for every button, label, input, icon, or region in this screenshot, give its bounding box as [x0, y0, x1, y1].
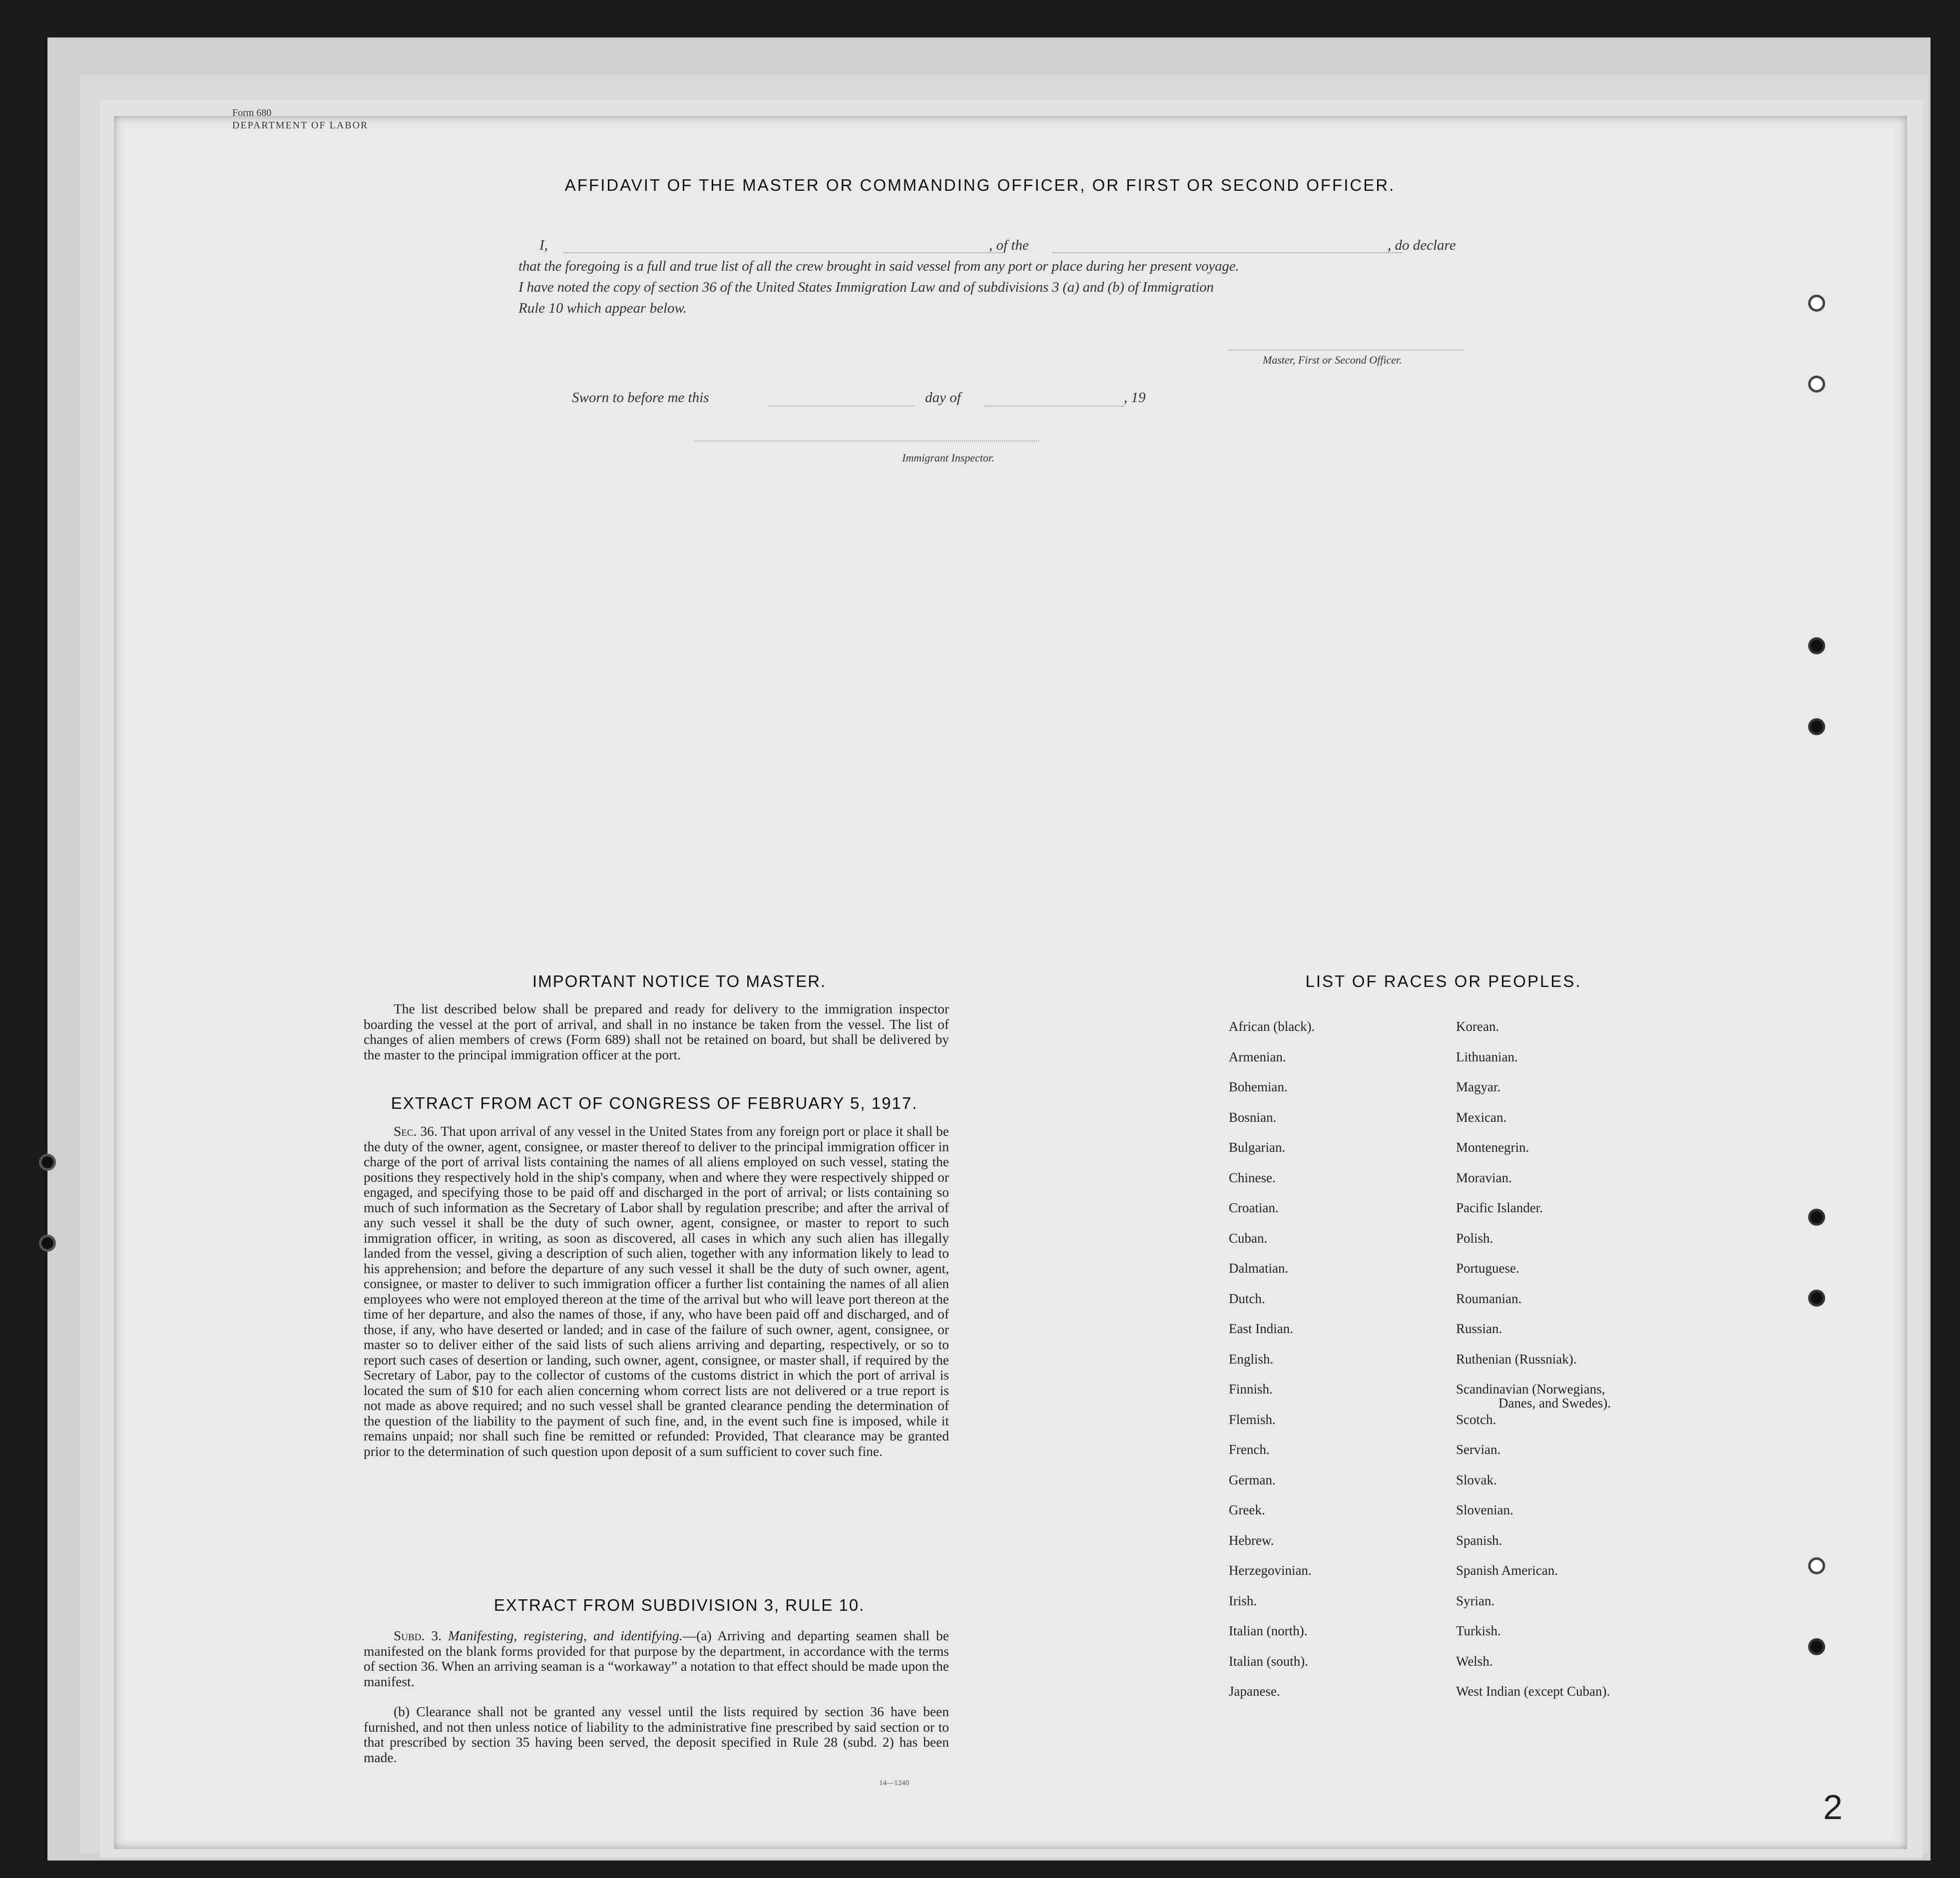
race-item: Italian (south).: [1229, 1653, 1308, 1669]
race-item: Herzegovinian.: [1229, 1563, 1312, 1578]
declaration-block: [518, 237, 1487, 321]
race-item: Irish.: [1229, 1593, 1257, 1608]
declaration-line-2: that the foregoing is a full and true list of all the crew brought in said vessel from any port or place during her present voyage.: [518, 258, 1239, 274]
binding-hole: [1808, 637, 1825, 654]
race-item: Pacific Islander.: [1456, 1200, 1543, 1215]
sworn-month-field[interactable]: [984, 406, 1124, 407]
binding-hole: [1808, 295, 1825, 312]
race-item: Russian.: [1456, 1321, 1502, 1336]
race-item: English.: [1229, 1351, 1274, 1367]
race-item: Polish.: [1456, 1230, 1493, 1246]
race-item: Turkish.: [1456, 1623, 1501, 1638]
extract-rule-title: EXTRACT FROM SUBDIVISION 3, RULE 10.: [493, 1596, 865, 1614]
race-item: Welsh.: [1456, 1653, 1493, 1669]
notice-text: The list described below shall be prepared and ready for delivery to the immigration inspector boarding the vessel at the port of arrival, and shall in no instance be taken from the vessel. The list of changes of alien members of crews (Form 689) shall not be retained on board, but shall be delivered by the master to the principal immigration officer at the port.: [364, 1001, 949, 1062]
inspector-signature-line[interactable]: [694, 441, 1039, 442]
race-item: Syrian.: [1456, 1593, 1495, 1608]
binding-hole: [1808, 1638, 1825, 1655]
sworn-label: Sworn to before me this: [572, 390, 709, 406]
year-label: , 19: [1124, 390, 1146, 406]
race-item: Bosnian.: [1229, 1109, 1277, 1125]
vessel-name-field[interactable]: [1053, 252, 1403, 253]
binding-hole: [1808, 1557, 1825, 1574]
race-item: Moravian.: [1456, 1170, 1512, 1185]
race-item: Finnish.: [1229, 1382, 1273, 1397]
affidavit-title: AFFIDAVIT OF THE MASTER OR COMMANDING OFFICER, OR FIRST OR SECOND OFFICER.: [564, 176, 1396, 194]
race-item: Armenian.: [1229, 1049, 1286, 1064]
section-36-text: That upon arrival of any vessel in the United States from any foreign port or place it shall be the duty of the owner, agent, consignee, or master thereof to deliver to the principal immigration officer in charge of the port of arrival lists containing the names of all aliens employed on such vessel, stating the positions they respectively hold in the ship's company, when and where they were respectively shipped or engaged, and specifying those to be paid off and discharged in the port of arrival; or lists containing so much of such information as the Secretary of Labor shall by regulation prescribe; and after the arrival of any such vessel it shall be the duty of such owner, agent, consignee, or master to report to such immigration officer, in writing, as soon as discovered, all cases in which any such alien has illegally landed from the vessel, giving a description of such alien, together with any information likely to lead to his apprehension; and before the departure of any such vessel it shall be the duty of such owner, agent, consignee, or master to deliver to such immigration officer a further list containing the names of all alien employees who were not employed thereon at the time of the arrival but who will leave port thereon at the time of her departure, and also the names of those, if any, who have been paid off and discharged, and of those, if any, who have deserted or landed; and in case of the failure of such owner, agent, consignee, or master so to deliver either of the said lists of such aliens arriving and departing, respectively, or so to report such cases of desertion or landing, such owner, agent, consignee, or master shall, if required by the Secretary of Labor, pay to the collector of customs of the customs district in which the port of arrival is located the sum of $10 for each alien concerning whom correct lists are not delivered or a true report is not made as above required; and no such vessel shall be granted clearance pending the determination of the question of the liability to the payment of such fine, and, in the event such fine is imposed, while it remains unpaid; nor shall such fine be remitted or refunded: Provided, That clearance may be granted prior to the determination of such question upon deposit of a sum sufficient to cover such fine.: [364, 1123, 949, 1459]
race-item: Servian.: [1456, 1442, 1501, 1457]
subdivision-b-text: (b) Clearance shall not be granted any vessel until the lists required by section 36 have been furnished, and not then unless notice of liability to the administrative fine prescribed by said section or to that prescribed by section 35 having been served, the deposit specified in Rule 28 (subd. 2) has been made.: [364, 1704, 949, 1765]
section-label: Sec. 36.: [394, 1123, 438, 1139]
race-item: Lithuanian.: [1456, 1049, 1518, 1064]
race-item: Spanish American.: [1456, 1563, 1558, 1578]
race-item: Ruthenian (Russniak).: [1456, 1351, 1577, 1367]
race-item: Cuban.: [1229, 1230, 1268, 1246]
master-signature-line[interactable]: [1229, 350, 1464, 351]
notice-title: IMPORTANT NOTICE TO MASTER.: [532, 972, 827, 990]
race-item: West Indian (except Cuban).: [1456, 1684, 1610, 1699]
subdivision-heading: Manifesting, registering, and identifying.: [448, 1628, 683, 1643]
race-item: Danes, and Swedes).: [1498, 1396, 1611, 1410]
race-item: Scandinavian (Norwegians,: [1456, 1382, 1605, 1397]
race-item: Magyar.: [1456, 1079, 1501, 1094]
race-item: Montenegrin.: [1456, 1140, 1529, 1155]
page-number: 2: [1823, 1788, 1843, 1827]
race-item: Bulgarian.: [1229, 1140, 1286, 1155]
race-item: Dutch.: [1229, 1291, 1265, 1306]
race-item: Hebrew.: [1229, 1532, 1274, 1548]
race-item: East Indian.: [1229, 1321, 1293, 1336]
declaration-i: I,: [539, 237, 548, 253]
declaration-do-declare: , do declare: [1388, 237, 1456, 253]
binding-hole: [39, 1235, 56, 1252]
declaration-line-3: I have noted the copy of section 36 of the United States Immigration Law and of subdivisions 3 (a) and (b) of Immigration: [518, 279, 1214, 295]
declaration-line-1: [518, 237, 1487, 258]
race-item: Slovak.: [1456, 1472, 1497, 1487]
extract-act-text: [364, 1124, 949, 1459]
binding-hole: [1808, 376, 1825, 393]
extract-act-title: EXTRACT FROM ACT OF CONGRESS OF FEBRUARY 5, 1917.: [391, 1094, 918, 1112]
race-item: Roumanian.: [1456, 1291, 1522, 1306]
race-item: African (black).: [1229, 1019, 1315, 1034]
department-label: DEPARTMENT OF LABOR: [232, 120, 369, 131]
race-item: Croatian.: [1229, 1200, 1279, 1215]
race-item: Greek.: [1229, 1502, 1265, 1517]
race-item: Scotch.: [1456, 1411, 1496, 1427]
master-signature-label: Master, First or Second Officer.: [1263, 354, 1402, 366]
race-item: Bohemian.: [1229, 1079, 1288, 1094]
race-item: Portuguese.: [1456, 1261, 1519, 1276]
race-item: Italian (north).: [1229, 1623, 1308, 1638]
race-item: German.: [1229, 1472, 1276, 1487]
officer-name-field[interactable]: [563, 252, 1003, 253]
race-item: Chinese.: [1229, 1170, 1276, 1185]
races-title: LIST OF RACES OR PEOPLES.: [1305, 972, 1582, 990]
race-item: Korean.: [1456, 1019, 1499, 1034]
declaration-of-the: , of the: [989, 237, 1029, 253]
race-item: Slovenian.: [1456, 1502, 1513, 1517]
subdivision-label: Subd. 3.: [394, 1628, 442, 1643]
race-item: Spanish.: [1456, 1532, 1502, 1548]
race-item: Japanese.: [1229, 1684, 1280, 1699]
inspector-label: Immigrant Inspector.: [902, 452, 994, 464]
form-number: Form 680: [232, 107, 272, 118]
race-item: Mexican.: [1456, 1109, 1507, 1125]
binding-hole: [1808, 1290, 1825, 1307]
binding-hole: [39, 1154, 56, 1171]
subdivision-a-text: —(a) Arriving and departing seamen shall be manifested on the blank forms provided for that purpose by the department, in accordance with the terms of section 36. When an arriving seaman is a “workaway” a notation to that effect should be made upon the manifest.: [364, 1628, 949, 1689]
print-code: 14—1240: [879, 1779, 909, 1787]
race-item: French.: [1229, 1442, 1270, 1457]
binding-hole: [1808, 718, 1825, 735]
extract-rule-text: [364, 1628, 949, 1689]
binding-hole: [1808, 1209, 1825, 1226]
declaration-line-4: Rule 10 which appear below.: [518, 300, 687, 316]
sworn-day-field[interactable]: [769, 406, 914, 407]
day-of-label: day of: [925, 390, 961, 406]
race-item: Dalmatian.: [1229, 1261, 1289, 1276]
race-item: Flemish.: [1229, 1411, 1276, 1427]
